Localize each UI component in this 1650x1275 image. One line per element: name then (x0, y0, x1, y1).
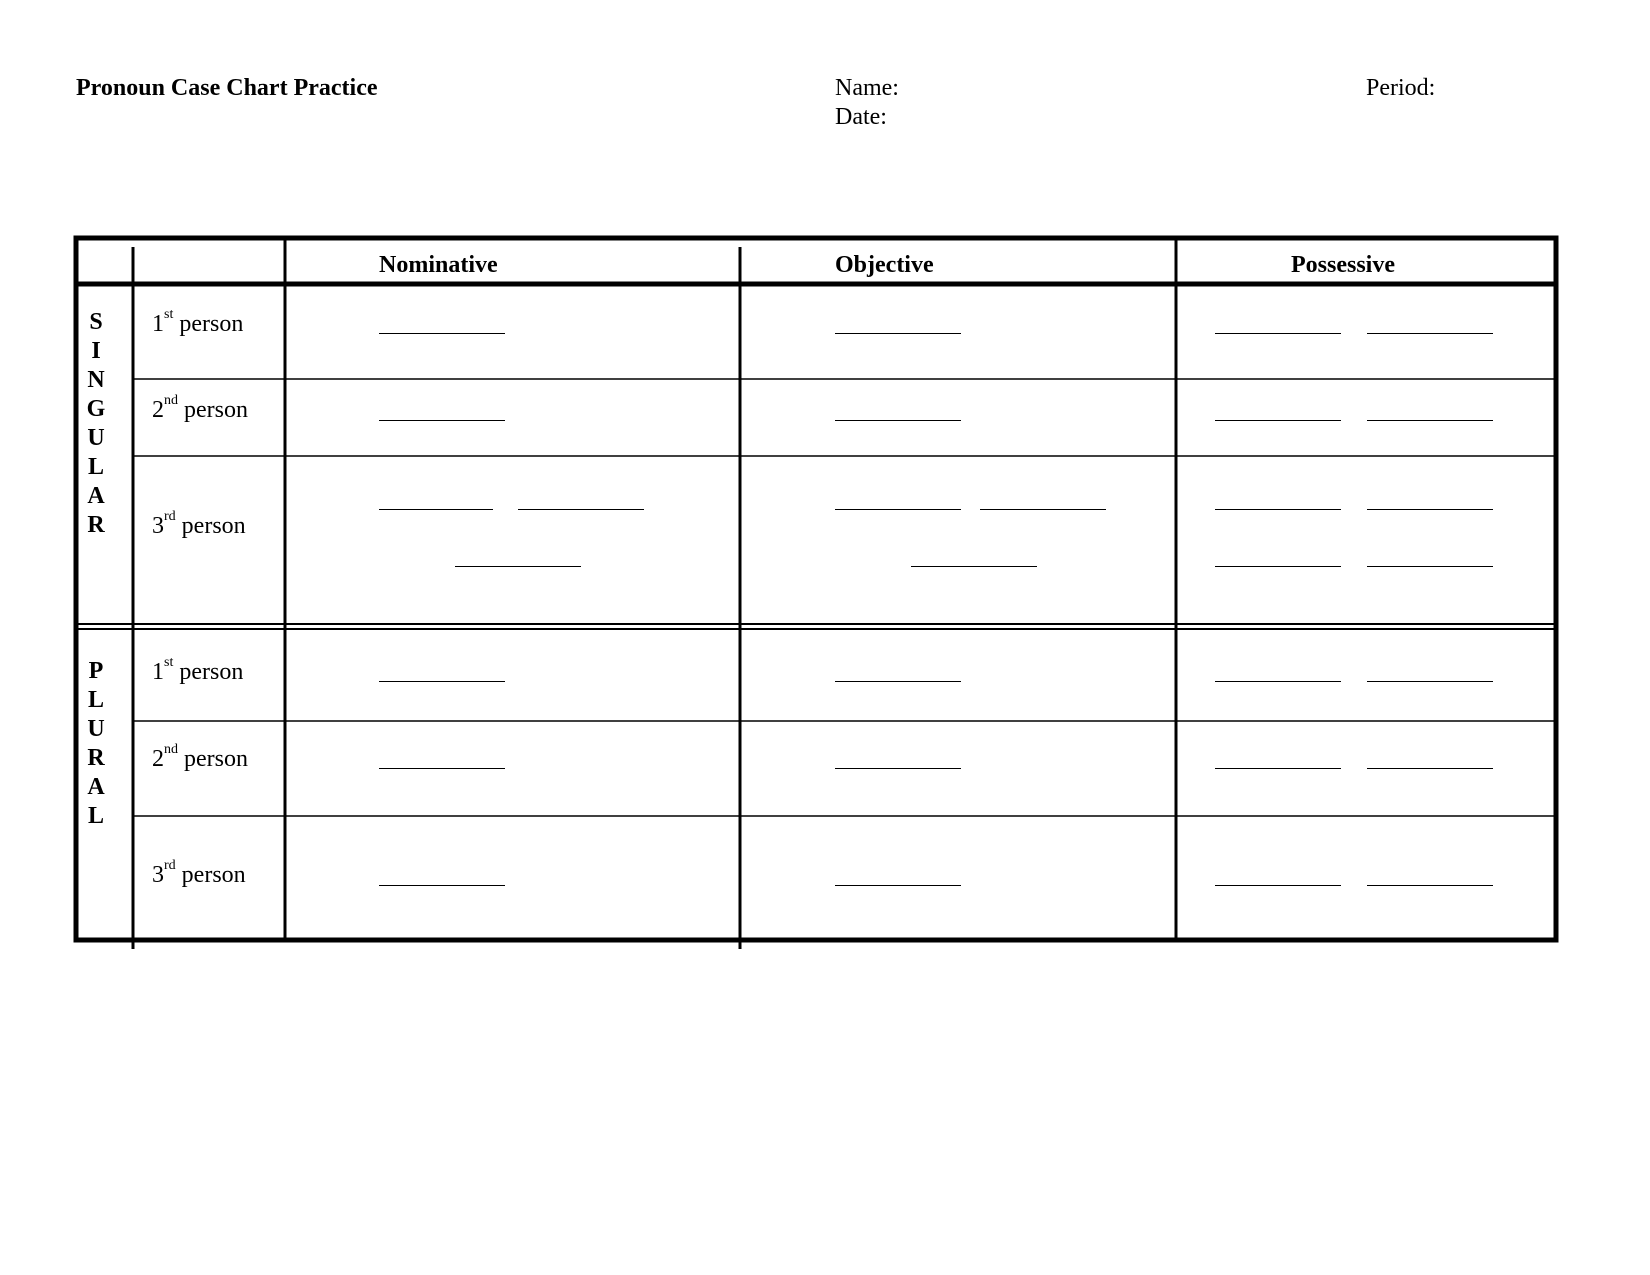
group-label-letter: R (87, 745, 105, 771)
answer-blank[interactable] (379, 885, 505, 886)
row-word: person (179, 659, 244, 685)
row-label-singular-2nd (152, 393, 248, 424)
answer-blank[interactable] (1367, 509, 1493, 510)
answer-blank[interactable] (518, 509, 644, 510)
answer-blank[interactable] (911, 566, 1037, 567)
group-label-letter: N (87, 367, 105, 393)
row-label-singular-1st (152, 307, 244, 338)
group-label-letter: S (89, 309, 103, 335)
group-label-letter: L (87, 803, 104, 829)
answer-blank[interactable] (379, 333, 505, 334)
answer-blank[interactable] (835, 333, 961, 334)
row-ordinal: st (164, 307, 174, 322)
worksheet-title: Pronoun Case Chart Practice (76, 75, 378, 101)
row-word: person (184, 746, 248, 772)
answer-blank[interactable] (1215, 681, 1341, 682)
answer-blank[interactable] (835, 885, 961, 886)
answer-blank[interactable] (1367, 333, 1493, 334)
group-label-letter: A (87, 483, 105, 509)
row-label-plural-1st (152, 655, 244, 686)
answer-blank[interactable] (379, 509, 493, 510)
date-label: Date: (835, 104, 887, 130)
row-number: 2 (152, 746, 164, 772)
row-word: person (184, 397, 248, 423)
group-label-letter: R (87, 512, 105, 538)
answer-blank[interactable] (379, 420, 505, 421)
group-label-letter: G (86, 396, 106, 422)
group-label-letter: L (87, 687, 104, 713)
group-label-letter: L (87, 454, 104, 480)
answer-blank[interactable] (1367, 768, 1493, 769)
answer-blank[interactable] (1367, 420, 1493, 421)
row-number: 1 (152, 659, 164, 685)
answer-blank[interactable] (835, 768, 961, 769)
answer-blank[interactable] (1215, 566, 1341, 567)
row-number: 3 (152, 513, 164, 539)
answer-blank[interactable] (1367, 566, 1493, 567)
row-ordinal: nd (164, 393, 178, 408)
group-label-letter: A (87, 774, 105, 800)
answer-blank[interactable] (1367, 885, 1493, 886)
row-word: person (181, 513, 246, 539)
group-label-letter: U (87, 716, 105, 742)
row-number: 2 (152, 397, 164, 423)
answer-blank[interactable] (835, 509, 961, 510)
row-ordinal: st (164, 655, 174, 670)
group-label-letter: I (91, 338, 101, 364)
group-label-letter: U (87, 425, 105, 451)
row-word: person (179, 311, 244, 337)
group-label-singular (81, 308, 111, 540)
answer-blank[interactable] (1215, 333, 1341, 334)
row-word: person (181, 862, 246, 888)
group-label-plural (81, 657, 111, 831)
answer-blank[interactable] (1367, 681, 1493, 682)
answer-blank[interactable] (379, 681, 505, 682)
row-label-singular-3rd (152, 509, 246, 540)
answer-blank[interactable] (1215, 768, 1341, 769)
answer-blank[interactable] (1215, 509, 1341, 510)
period-label: Period: (1366, 75, 1436, 101)
row-ordinal: rd (164, 509, 176, 524)
column-header-possessive: Possessive (1291, 252, 1395, 278)
row-label-plural-2nd (152, 742, 248, 773)
column-header-nominative: Nominative (379, 252, 498, 278)
row-number: 3 (152, 862, 164, 888)
answer-blank[interactable] (835, 420, 961, 421)
column-header-objective: Objective (835, 252, 934, 278)
row-ordinal: nd (164, 742, 178, 757)
answer-blank[interactable] (1215, 420, 1341, 421)
answer-blank[interactable] (1215, 885, 1341, 886)
row-number: 1 (152, 311, 164, 337)
answer-blank[interactable] (455, 566, 581, 567)
row-label-plural-3rd (152, 858, 246, 889)
table-border (76, 238, 1556, 940)
group-label-letter: P (88, 658, 104, 684)
answer-blank[interactable] (980, 509, 1106, 510)
name-label: Name: (835, 75, 899, 101)
answer-blank[interactable] (379, 768, 505, 769)
answer-blank[interactable] (835, 681, 961, 682)
row-ordinal: rd (164, 858, 176, 873)
